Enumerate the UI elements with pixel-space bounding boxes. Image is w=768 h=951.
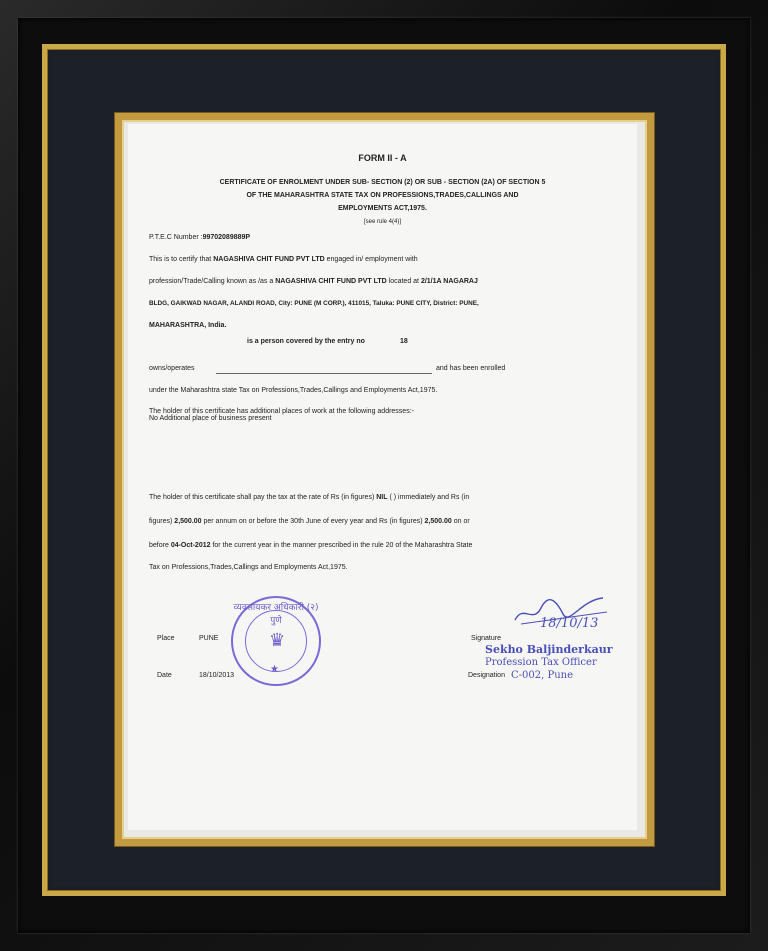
address-line: BLDG, GAIKWAD NAGAR, ALANDI ROAD, City: PUNE (M CORP.), 411015, Taluka: PUNE CITY, District: PUNE, bbox=[149, 300, 479, 307]
place-label: Place bbox=[157, 635, 175, 642]
national-emblem-icon: ♛ bbox=[269, 630, 286, 650]
annual-amount-2: 2,500.00 bbox=[424, 518, 452, 525]
ptec-label: P.T.E.C Number : bbox=[149, 234, 203, 241]
date-value: 18/10/2013 bbox=[199, 672, 235, 679]
heading-line-2: OF THE MAHARASHTRA STATE TAX ON PROFESSIONS,TRADES,CALLINGS AND bbox=[246, 192, 519, 199]
tax-line-1 bbox=[149, 494, 469, 501]
signature-label: Signature bbox=[471, 635, 501, 642]
designation-label: Designation bbox=[468, 672, 505, 679]
per-annum-text: per annum on or before the 30th June of every year and Rs (in figures) bbox=[203, 518, 423, 525]
annual-amount: 2,500.00 bbox=[174, 518, 202, 525]
tax-line-4: Tax on Professions,Trades,Callings and Employments Act,1975. bbox=[149, 564, 348, 571]
officer-title: Profession Tax Officer bbox=[485, 657, 597, 668]
stamp-inner-ring bbox=[245, 610, 307, 672]
official-stamp bbox=[231, 596, 321, 686]
tax-rate-suffix: ( ) immediately and Rs (in bbox=[389, 494, 470, 501]
tax-line-2 bbox=[149, 518, 470, 525]
certify-suffix: engaged in/ employment with bbox=[326, 256, 418, 263]
officer-office: C-002, Pune bbox=[511, 670, 574, 681]
enrolled-text: and has been enrolled bbox=[436, 365, 506, 372]
place-value: PUNE bbox=[199, 635, 219, 642]
tax-rate-value: NIL bbox=[376, 494, 388, 501]
profession-label: profession/Trade/Calling known as /as a bbox=[149, 278, 274, 285]
company-name-2: NAGASHIVA CHIT FUND PVT LTD bbox=[275, 278, 387, 285]
heading-line-3: EMPLOYMENTS ACT,1975. bbox=[338, 205, 427, 212]
stamp-text: व्यवसायकर अधिकारी (२) पुणे bbox=[233, 603, 319, 626]
heading-line-1: CERTIFICATE OF ENROLMENT UNDER SUB- SECTION (2) OR SUB - SECTION (2A) OF SECTION 5 bbox=[219, 179, 546, 186]
certify-line-2 bbox=[149, 278, 478, 285]
due-date: 04-Oct-2012 bbox=[170, 542, 211, 549]
company-name: NAGASHIVA CHIT FUND PVT LTD bbox=[213, 256, 325, 263]
figures-label: figures) bbox=[149, 518, 173, 525]
under-act-line: under the Maharashtra state Tax on Professions,Trades,Callings and Employments Act,1975. bbox=[149, 387, 438, 394]
owns-label: owns/operates bbox=[149, 365, 195, 372]
entry-number: 18 bbox=[400, 338, 408, 345]
certify-prefix: This is to certify that bbox=[149, 256, 212, 263]
date-label: Date bbox=[157, 672, 172, 679]
ptec-number: 99702089889P bbox=[202, 234, 251, 241]
owns-underline bbox=[216, 373, 432, 374]
form-title: FORM II - A bbox=[358, 153, 407, 163]
additional-places: The holder of this certificate has additional places of work at the following addresses:- bbox=[149, 408, 414, 415]
star-icon: ★ bbox=[270, 664, 279, 675]
signature-date: 18/10/13 bbox=[540, 616, 599, 631]
rule-text: for the current year in the manner prescribed in the rule 20 of the Maharashtra State bbox=[212, 542, 473, 549]
certify-line-1 bbox=[149, 256, 418, 263]
address-start: 2/1/1A NAGARAJ bbox=[420, 278, 478, 285]
entry-label: is a person covered by the entry no bbox=[247, 338, 365, 345]
tax-line-3 bbox=[149, 542, 472, 549]
address-state: MAHARASHTRA, India. bbox=[149, 322, 227, 329]
ptec-line bbox=[149, 234, 250, 241]
tax-rate-label: The holder of this certificate shall pay the tax at the rate of Rs (in figures) bbox=[149, 494, 375, 501]
rule-reference: [see rule 4(4)] bbox=[363, 219, 402, 225]
before-label: before bbox=[149, 542, 169, 549]
officer-name: Sekho Baljinderkaur bbox=[485, 643, 613, 656]
on-or-text: on or bbox=[453, 518, 470, 525]
certificate-document bbox=[128, 124, 637, 830]
located-at-label: located at bbox=[388, 278, 419, 285]
no-additional-place: No Additional place of business present bbox=[149, 415, 272, 422]
